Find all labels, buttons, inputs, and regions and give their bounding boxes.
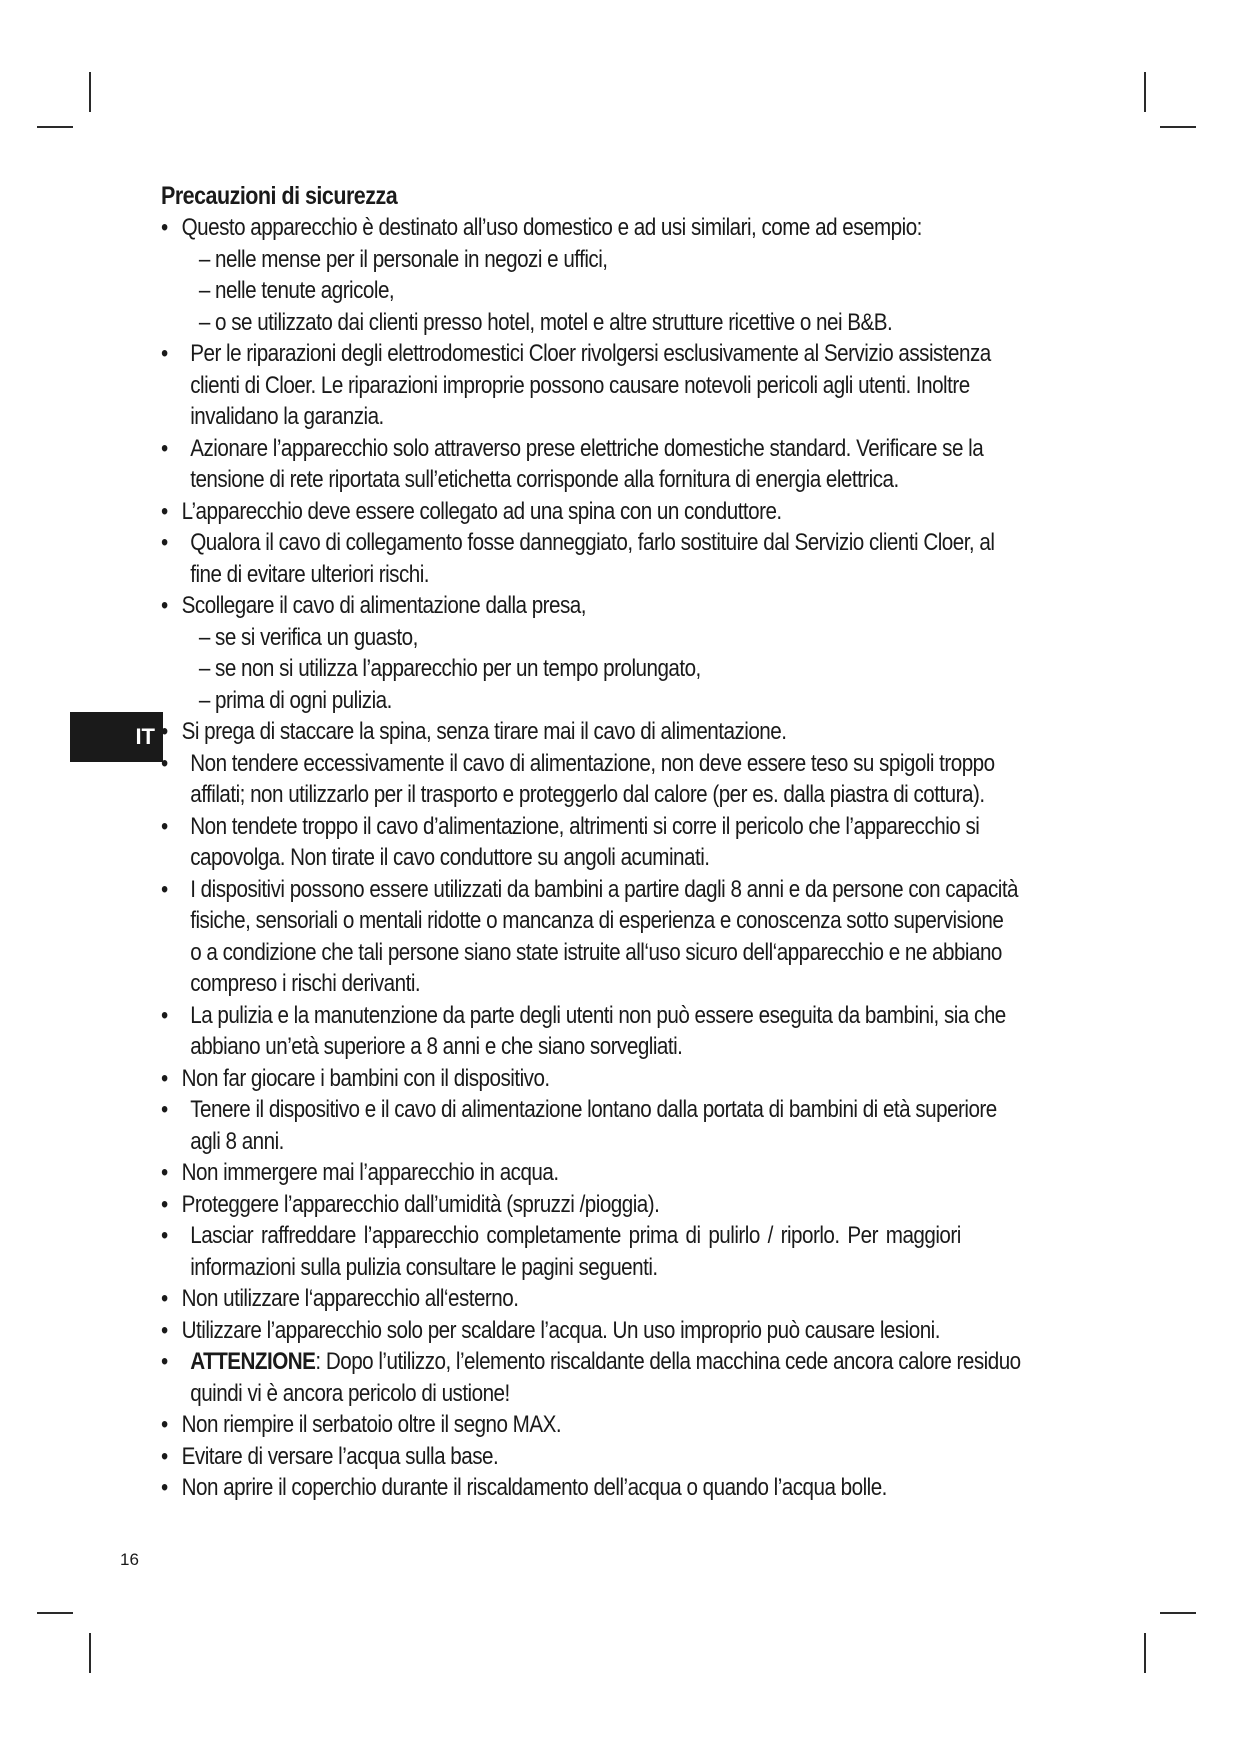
bullet-icon: • <box>161 812 168 840</box>
item-text: Qualora il cavo di collegamento fosse danneggiato, farlo sostituire dal Servizio clienti Cloer, al <box>190 529 995 556</box>
item-text: Non immergere mai l’apparecchio in acqua. <box>181 1159 559 1186</box>
bullet-icon: • <box>161 1442 168 1470</box>
list-item <box>161 1157 961 1189</box>
list-item <box>161 874 1019 1000</box>
list-item <box>161 1283 961 1315</box>
page-number: 16 <box>120 1550 139 1569</box>
item-text: capovolga. Non tirate il cavo conduttore su angoli acuminati. <box>190 844 710 871</box>
item-text: Azionare l’apparecchio solo attraverso prese elettriche domestiche standard. Verificare se la <box>190 434 984 462</box>
bullet-icon: • <box>161 1096 168 1123</box>
sub-list-item: – nelle mense per il personale in negozi e uffici, <box>198 245 608 273</box>
list-item <box>161 1189 961 1221</box>
list-item <box>161 811 980 874</box>
item-text: Proteggere l’apparecchio dall’umidità (spruzzi /pioggia). <box>181 1190 660 1218</box>
item-text: La pulizia e la manutenzione da parte degli utenti non può essere eseguita da bambini, sia che <box>190 1001 1006 1029</box>
bullet-icon: • <box>161 875 168 903</box>
bullet-icon: • <box>161 1316 168 1344</box>
item-text: Si prega di staccare la spina, senza tirare mai il cavo di alimentazione. <box>181 718 787 745</box>
bullet-icon: • <box>161 1064 168 1092</box>
item-text: compreso i rischi derivanti. <box>190 970 421 997</box>
warning-label: ATTENZIONE <box>190 1348 316 1375</box>
list-item <box>161 748 995 811</box>
bullet-icon: • <box>161 1411 168 1438</box>
item-text: Tenere il dispositivo e il cavo di alimentazione lontano dalla portata di bambini di età superiore <box>190 1096 997 1123</box>
item-text: Questo apparecchio è destinato all’uso domestico e ad usi similari, come ad esempio: <box>181 214 922 241</box>
item-text: fine di evitare ulteriori rischi. <box>190 560 430 588</box>
list-item <box>161 527 995 590</box>
item-text: informazioni sulla pulizia consultare le pagini seguenti. <box>190 1253 658 1281</box>
item-text: agli 8 anni. <box>190 1127 284 1155</box>
item-text: I dispositivi possono essere utilizzati da bambini a partire dagli 8 anni e da persone con capacità <box>190 875 1019 903</box>
bullet-icon: • <box>161 592 168 619</box>
crop-mark <box>1144 72 1146 112</box>
item-text: Scollegare il cavo di alimentazione dalla presa, <box>181 592 586 619</box>
item-text <box>190 1346 1021 1378</box>
section-title: Precauzioni di sicurezza <box>161 182 398 210</box>
sub-list-item: – se non si utilizza l’apparecchio per un tempo prolungato, <box>198 655 701 682</box>
language-tab: IT <box>70 712 163 762</box>
bullet-icon: • <box>161 529 168 556</box>
crop-mark <box>89 72 91 112</box>
list-item <box>161 338 991 433</box>
item-text: fisiche, sensoriali o mentali ridotte o mancanza di esperienza e conoscenza sotto supervisione <box>190 907 1004 934</box>
item-text: Non tendete troppo il cavo d’alimentazione, altrimenti si corre il pericolo che l’apparecchio si <box>190 812 980 840</box>
list-item <box>161 433 984 496</box>
item-text: Evitare di versare l’acqua sulla base. <box>181 1442 499 1470</box>
item-text: L’apparecchio deve essere collegato ad una spina con un conduttore. <box>181 497 782 525</box>
list-item <box>161 590 961 716</box>
list-item <box>161 1409 961 1441</box>
crop-mark <box>89 1633 91 1673</box>
list-item <box>161 1441 961 1473</box>
item-text: Per le riparazioni degli elettrodomestici Cloer rivolgersi esclusivamente al Servizio assistenza <box>190 340 991 367</box>
item-text: quindi vi è ancora pericolo di ustione! <box>190 1379 510 1407</box>
item-text: clienti di Cloer. Le riparazioni improprie possono causare notevoli pericoli agli utenti. Inoltre <box>190 371 970 399</box>
list-item <box>161 1063 961 1095</box>
bullet-icon: • <box>161 749 168 777</box>
sub-list <box>182 622 961 717</box>
list-item <box>161 1346 1021 1409</box>
crop-mark <box>1160 126 1196 128</box>
item-text: Lasciar raffreddare l’apparecchio completamente prima di pulirlo / riporlo. Per maggiori <box>190 1222 961 1249</box>
crop-mark <box>1144 1633 1146 1673</box>
bullet-icon: • <box>161 1159 168 1186</box>
bullet-icon: • <box>161 1474 168 1501</box>
bullet-icon: • <box>161 1348 168 1375</box>
bullet-icon: • <box>161 340 168 367</box>
item-text: Non utilizzare l‘apparecchio all‘esterno. <box>181 1285 519 1312</box>
bullet-icon: • <box>161 497 168 525</box>
list-item <box>161 1220 961 1283</box>
item-text: affilati; non utilizzarlo per il trasporto e proteggerlo dal calore (per es. dalla piastra di cottura). <box>190 781 985 808</box>
item-text: Non aprire il coperchio durante il riscaldamento dell’acqua o quando l’acqua bolle. <box>181 1474 887 1501</box>
bullet-icon: • <box>161 434 168 462</box>
item-text-rest: : Dopo l’utilizzo, l’elemento riscaldante della macchina cede ancora calore residuo <box>315 1348 1021 1375</box>
safety-section <box>161 180 1021 1504</box>
list-item <box>161 1094 997 1157</box>
bullet-icon: • <box>161 1285 168 1312</box>
sub-list-item: – nelle tenute agricole, <box>198 277 395 304</box>
safety-list <box>161 212 1021 1504</box>
list-item <box>161 496 961 528</box>
crop-mark <box>37 1612 73 1614</box>
bullet-icon: • <box>161 214 168 241</box>
item-text: Non far giocare i bambini con il dispositivo. <box>181 1064 550 1092</box>
list-item <box>161 1315 961 1347</box>
list-item <box>161 716 961 748</box>
sub-list-item: – prima di ogni pulizia. <box>198 686 392 714</box>
bullet-icon: • <box>161 1001 168 1029</box>
item-text: abbiano un’età superiore a 8 anni e che siano sorvegliati. <box>190 1033 683 1060</box>
crop-mark <box>1160 1612 1196 1614</box>
bullet-icon: • <box>161 1190 168 1218</box>
item-text: Non tendere eccessivamente il cavo di alimentazione, non deve essere teso su spigoli troppo <box>190 749 995 777</box>
sub-list <box>182 244 961 339</box>
bullet-icon: • <box>161 1222 168 1249</box>
item-text: Non riempire il serbatoio oltre il segno MAX. <box>181 1411 562 1438</box>
item-text: tensione di rete riportata sull’etichetta corrisponde alla fornitura di energia elettrica. <box>190 466 899 493</box>
sub-list-item: – se si verifica un guasto, <box>198 623 418 651</box>
item-text: o a condizione che tali persone siano state istruite all‘uso sicuro dell‘apparecchio e ne abbiano <box>190 938 1002 966</box>
crop-mark <box>37 126 73 128</box>
list-item <box>161 212 961 338</box>
list-item <box>161 1000 1006 1063</box>
bullet-icon: • <box>161 718 168 745</box>
sub-list-item: – o se utilizzato dai clienti presso hotel, motel e altre strutture ricettive o nei B&B. <box>198 308 893 336</box>
item-text: Utilizzare l’apparecchio solo per scaldare l’acqua. Un uso improprio può causare lesioni. <box>181 1316 940 1344</box>
item-text: invalidano la garanzia. <box>190 403 384 430</box>
list-item <box>161 1472 961 1504</box>
